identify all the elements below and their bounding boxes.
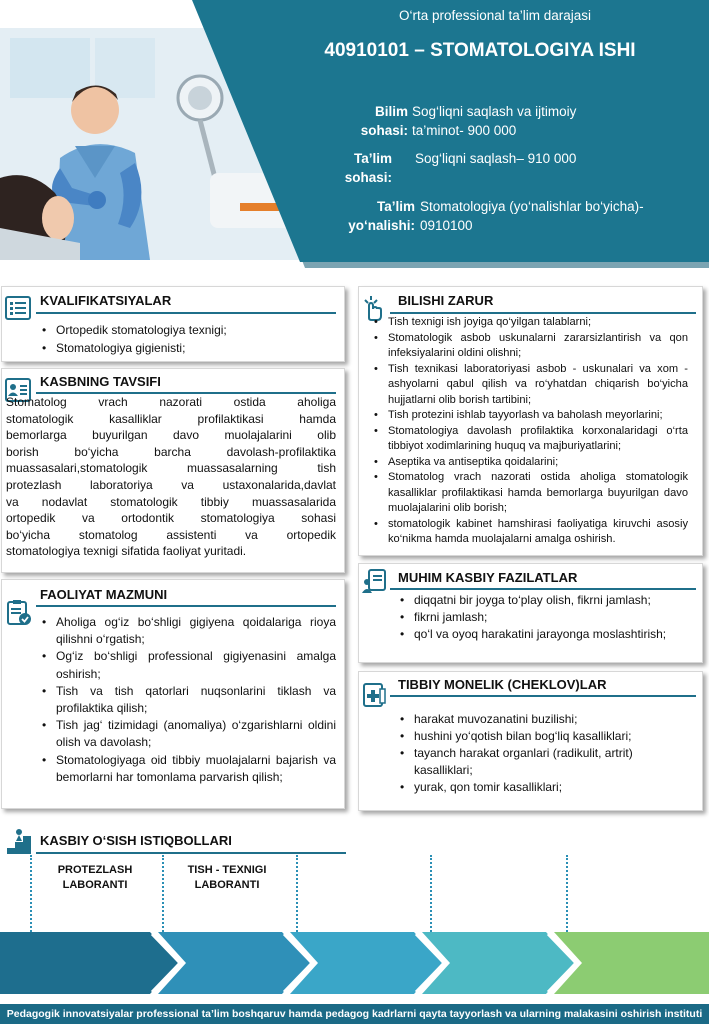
page-title: 40910101 – STOMATOLOGIYA ISHI [324, 40, 636, 61]
list-item: • Tish texnigi ish joyiga qo‘yilgan talablarni; [372, 315, 688, 331]
info-label-talim-yonalishi [300, 197, 415, 235]
list-item: • harakat muvozanatini buzilishi; [398, 711, 694, 728]
list-item: • Ortopedik stomatologiya texnigi; [40, 321, 340, 339]
description-line: stomatologik kasalliklar profilaktikasi hamda [6, 411, 336, 426]
profession-description-text [6, 394, 336, 560]
list-item: • fikrni jamlash; [398, 609, 694, 626]
info-value-line: Sog‘liqni saqlash– 910 000 [415, 151, 577, 166]
description-line: muassasalari,stomatologik muassasalarning tish [6, 461, 336, 476]
list-icon [4, 294, 32, 322]
timeline-divider [296, 855, 298, 935]
clipboard-check-icon [4, 598, 32, 626]
info-label-bilim-sohasi [300, 102, 408, 140]
info-value-line: Sog‘liqni saqlash va ijtimoiy [412, 104, 577, 119]
description-line: protezlash laboratoriya va ustaxonalarida,davlat [6, 477, 336, 492]
career-stairs-icon [5, 826, 35, 856]
education-level: O‘rta professional ta’lim darajasi [398, 8, 592, 23]
medical-restrictions-list [398, 711, 694, 796]
list-item: • hushini yo‘qotish bilan bog‘liq kasalliklari; [398, 728, 694, 745]
list-item: • Og‘iz bo‘shligi professional gigiyenasini amalga oshirish; [40, 648, 336, 682]
career-arrows [0, 932, 709, 994]
list-item: • tayanch harakat organlari (radikulit, artrit) kasalliklari; [398, 745, 694, 779]
timeline-divider [162, 855, 164, 935]
list-item: • Tish texnikasi laboratoriyasi asbob - uskunalari va xom - ashyolarni qabul qilish va ro‘yhatdan chiqarish bo‘yicha hujjatlarni olib borish tartibini; [372, 362, 688, 409]
list-item: • Aseptika va antiseptika qoidalarini; [372, 455, 688, 471]
info-label-line: Bilim [374, 104, 408, 119]
info-value-line: ta’minot- 900 000 [412, 123, 517, 138]
qualifications-heading: KVALIFIKATSIYALAR [40, 293, 172, 308]
career-step-line: TISH - TEXNIGI [187, 864, 267, 876]
activity-list [40, 614, 336, 786]
career-arrow-1 [0, 932, 178, 994]
list-item: • yurak, qon tomir kasalliklari; [398, 779, 694, 796]
person-document-icon [360, 567, 388, 595]
footer-institute: Pedagogik innovatsiyalar professional ta’lim boshqaruv hamda pedagog kadrlarni qayta tayyorlash va ularning malakasini oshirish instituti [0, 1004, 709, 1024]
medical-restrictions-heading: TIBBIY MONELIK (CHEKLOV)LAR [398, 677, 607, 692]
career-step-2 [172, 863, 282, 893]
career-step-line: LABORANTI [194, 879, 260, 891]
list-item: • Tish jag‘ tizimidagi (anomaliya) o‘zgarishlarni oldini olish va davolash; [40, 717, 336, 751]
list-item: • Tish protezini ishlab tayyorlash va baholash meyorlarini; [372, 408, 688, 424]
info-value-talim-sohasi [415, 149, 576, 168]
info-value-bilim-sohasi [412, 102, 576, 140]
list-item: • qo‘l va oyoq harakatini jarayonga moslashtirish; [398, 626, 694, 643]
info-value-line: 0910100 [420, 218, 473, 233]
description-line: va nodavlat stomatologik tibbiy muassasalarida [6, 494, 336, 509]
heading-underline [390, 312, 696, 314]
list-item: • Stomatologiyaga oid tibbiy muolajalarni bajarish va bemorlarni har tomonlama parvarish qilish; [40, 752, 336, 786]
career-step-line: PROTEZLASH [57, 864, 133, 876]
info-label-talim-sohasi [300, 149, 392, 187]
list-item: • Stomatologik asbob uskunalarni zararsizlantirish va qon infeksiyalarini oldini olishni; [372, 331, 688, 362]
description-line: ortopedik va ortodontik stomatologiya sohasi [6, 511, 336, 526]
description-line: bemorlarga buyurilgan davo muolajalarini olib [6, 428, 336, 443]
info-label-line: sohasi: [344, 170, 392, 185]
info-label-line: Ta’lim [353, 151, 392, 166]
heading-underline [390, 695, 696, 697]
heading-underline [36, 852, 346, 854]
qualifications-list [40, 321, 340, 357]
info-value-talim-yonalishi [420, 197, 644, 235]
activity-content-heading: FAOLIYAT MAZMUNI [40, 587, 168, 602]
info-label-line: Ta’lim [376, 199, 415, 214]
timeline-divider [566, 855, 568, 935]
timeline-divider [430, 855, 432, 935]
career-step-1 [40, 863, 150, 893]
key-qualities-heading: MUHIM KASBIY FAZILATLAR [398, 570, 578, 585]
info-label-line: sohasi: [360, 123, 408, 138]
list-item: • stomatologik kabinet hamshirasi faoliyatiga kiruvchi asosiy ko‘nikma hamda muolajalarni amalga oshirish. [372, 517, 688, 548]
medical-document-icon [360, 681, 388, 709]
description-line: Stomatolog vrach nazorati ostida aholiga [6, 395, 336, 409]
heading-underline [36, 605, 336, 607]
list-item: • Stomatologiya gigienisti; [40, 339, 340, 357]
career-step-line: LABORANTI [62, 879, 128, 891]
description-line: borish bo‘yicha barcha davolash-profilaktika [6, 444, 336, 459]
heading-underline [390, 588, 696, 590]
description-line: stomatologiya texnigi sifatida faoliyat yuritadi. [6, 544, 247, 559]
list-item: • Tish va tish qatorlari nuqsonlarini tiklash va profilaktika qilish; [40, 683, 336, 717]
key-qualities-list [398, 592, 694, 643]
must-know-heading: BILISHI ZARUR [398, 293, 494, 308]
career-prospects-heading: KASBIY O‘SISH ISTIQBOLLARI [40, 833, 232, 848]
info-label-line: yo‘nalishi: [348, 218, 415, 233]
list-item: • diqqatni bir joyga to‘play olish, fikrni jamlash; [398, 592, 694, 609]
profession-description-heading: KASBNING TAVSIFI [40, 374, 161, 389]
must-know-list [372, 315, 688, 548]
list-item: • Aholiga og‘iz bo‘shligi gigiyena qoidalariga rioya qilishni o‘rgatish; [40, 614, 336, 648]
info-value-line: Stomatologiya (yo‘nalishlar bo‘yicha)- [420, 199, 644, 214]
list-item: • Stomatologiya davolash profilaktika korxonalaridagi o‘rta tibbiyot xodimlarining huquq va majburiyatlarini; [372, 424, 688, 455]
description-line: bo‘yicha stomatolog assistenti va ortopedik [6, 527, 336, 542]
list-item: • Stomatolog vrach nazorati ostida aholiga stomatologik kasalliklar profilaktikasi hamda bemorlarga buyurilgan davo muolajalarini olib borish; [372, 470, 688, 517]
timeline-divider [30, 855, 32, 935]
heading-underline [36, 312, 336, 314]
